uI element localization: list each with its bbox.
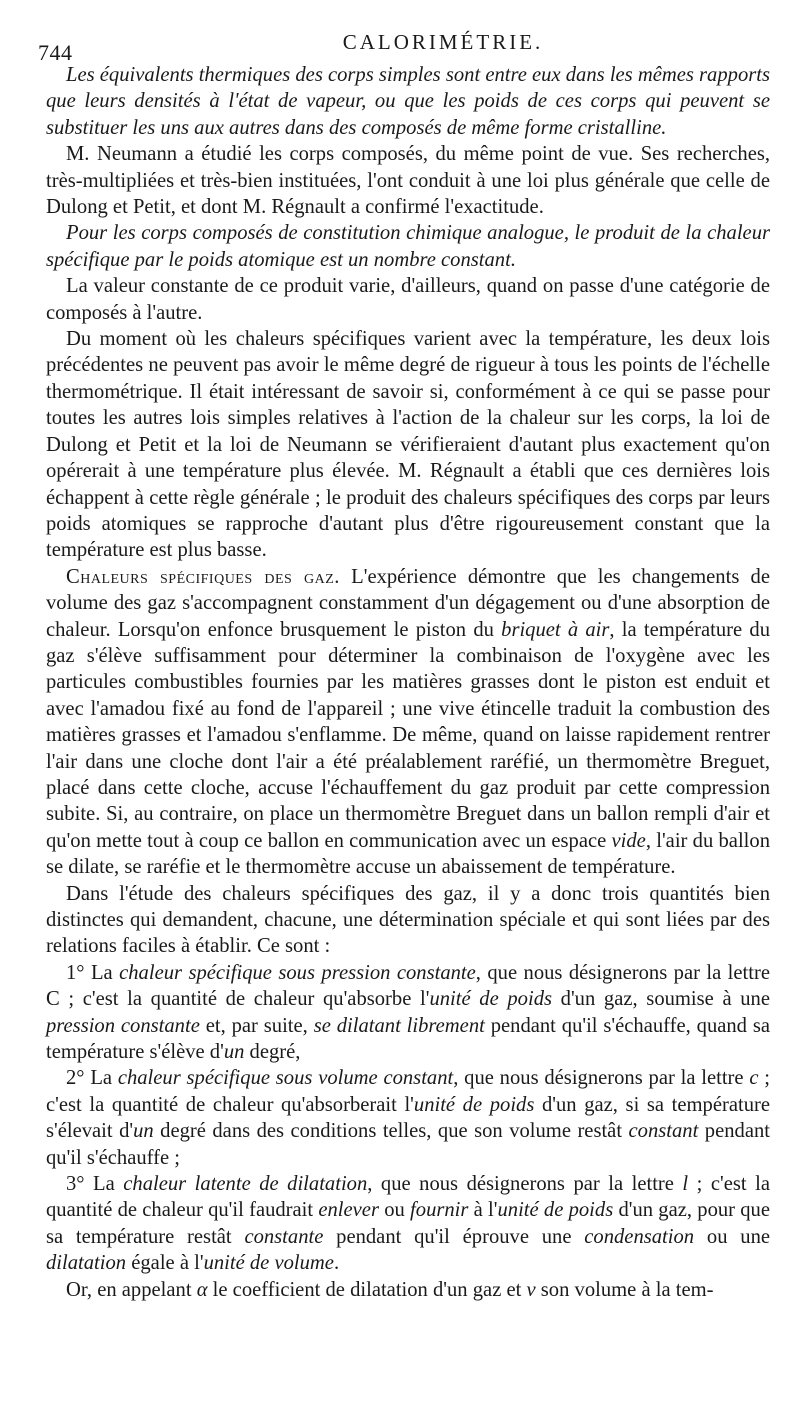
paragraph-neumann-law: Pour les corps composés de constitution chimique analogue, le produit de la chaleur spécifique par le poids atomique est un nombre constant. — [46, 222, 770, 271]
paragraph-temperature-variation: Du moment où les chaleurs spécifiques varient avec la température, les deux lois précédentes ne peuvent pas avoir le même degré de rigueur à tous les points de l'échelle thermométrique. Il était intéressant de savoir si, conformément à ce qui se passe pour toutes les autres lois simples relatives à l'action de la chaleur sur les corps, la loi de Dulong et Petit et la loi de Neumann se vérifieraient d'autant plus exactement qu'on opérerait à une température plus élevée. M. Régnault a établi que ces dernières lois échappent à cette règle générale ; le produit des chaleurs spécifiques des corps par leurs poids atomiques se rapproche d'autant plus d'être rigoureusement constant que la température est plus basse. — [46, 328, 770, 562]
list-item-2: 2° La chaleur spécifique sous volume constant, que nous désignerons par la lettre c ; c'est la quantité de chaleur qu'absorberait l'unité de poids d'un gaz, si sa température s'élevait d'un degré dans des conditions telles, que son volume restât constant pendant qu'il s'échauffe ; — [46, 1067, 771, 1169]
paragraph-gas-specific-heats: Chaleurs spécifiques des gaz. L'expérience démontre que les changements de volume des gaz s'accompagnent constamment d'un dégagement ou d'une absorption de chaleur. Lorsqu'on enfonce brusquement le piston du briquet à air, la température du gaz s'élève suffisamment pour déterminer la combinaison de l'oxygène avec les particules combustibles fournies par les matières grasses dont le piston est enduit et avec l'amadou fixé au fond de l'appareil ; une vive étincelle traduit la combustion des matières grasses et l'amadou s'enflamme. De même, quand on laisse rapidement rentrer l'air dans une cloche dont l'air a été préalablement raréfié, un thermomètre Breguet, placé dans cette cloche, accuse l'échauffement du gaz produit par cette compression subite. Si, au contraire, on place un thermomètre Breguet dans un ballon rempli d'air et qu'on mette tout à coup ce ballon en communication avec un espace vide, l'air du ballon se dilate, se raréfie et le thermomètre accuse un abaissement de température. — [46, 565, 770, 879]
paragraph-final: Or, en appelant α le coefficient de dilatation d'un gaz et v son volume à la tem- — [66, 1278, 714, 1301]
page-header — [38, 22, 770, 65]
paragraph-three-quantities: Dans l'étude des chaleurs spécifiques des gaz, il y a donc trois quantités bien distinctes qui demandent, chacune, une détermination spéciale et qui sont liées par des relations faciles à établir. Ce sont : — [46, 882, 770, 958]
section-heading: Chaleurs spécifiques des gaz. — [66, 565, 340, 588]
paragraph-law-statement: Les équivalents thermiques des corps simples sont entre eux dans les mêmes rapports que leurs densités à l'état de vapeur, ou que les poids de ces corps qui peuvent se substituer les uns aux autres dans des composés de même forme cristalline. — [46, 64, 770, 139]
list-item-3: 3° La chaleur latente de dilatation, que nous désignerons par la lettre l ; c'est la quantité de chaleur qu'il faudrait enlever ou fournir à l'unité de poids d'un gaz, pour que sa température restât constante pendant qu'il éprouve une condensation ou une dilatation égale à l'unité de volume. — [46, 1173, 770, 1275]
paragraph-constant-value: La valeur constante de ce produit varie, d'ailleurs, quand on passe d'une catégorie de composés à l'autre. — [46, 275, 770, 324]
body-text — [46, 62, 770, 1303]
list-item-1: 1° La chaleur spécifique sous pression constante, que nous désignerons par la lettre C ; c'est la quantité de chaleur qu'absorbe l'unité de poids d'un gaz, soumise à une pression constante et, par suite, se dilatant librement pendant qu'il s'échauffe, quand sa température s'élève d'un degré, — [46, 961, 771, 1064]
running-title: CALORIMÉTRIE. — [342, 30, 544, 54]
paragraph-neumann: M. Neumann a étudié les corps composés, du même point de vue. Ses recherches, très-multipliées et très-bien instituées, l'ont conduit à une loi plus générale que celle de Dulong et Petit, et dont M. Régnault a confirmé l'exactitude. — [46, 143, 770, 219]
page-number: 744 — [38, 40, 73, 65]
